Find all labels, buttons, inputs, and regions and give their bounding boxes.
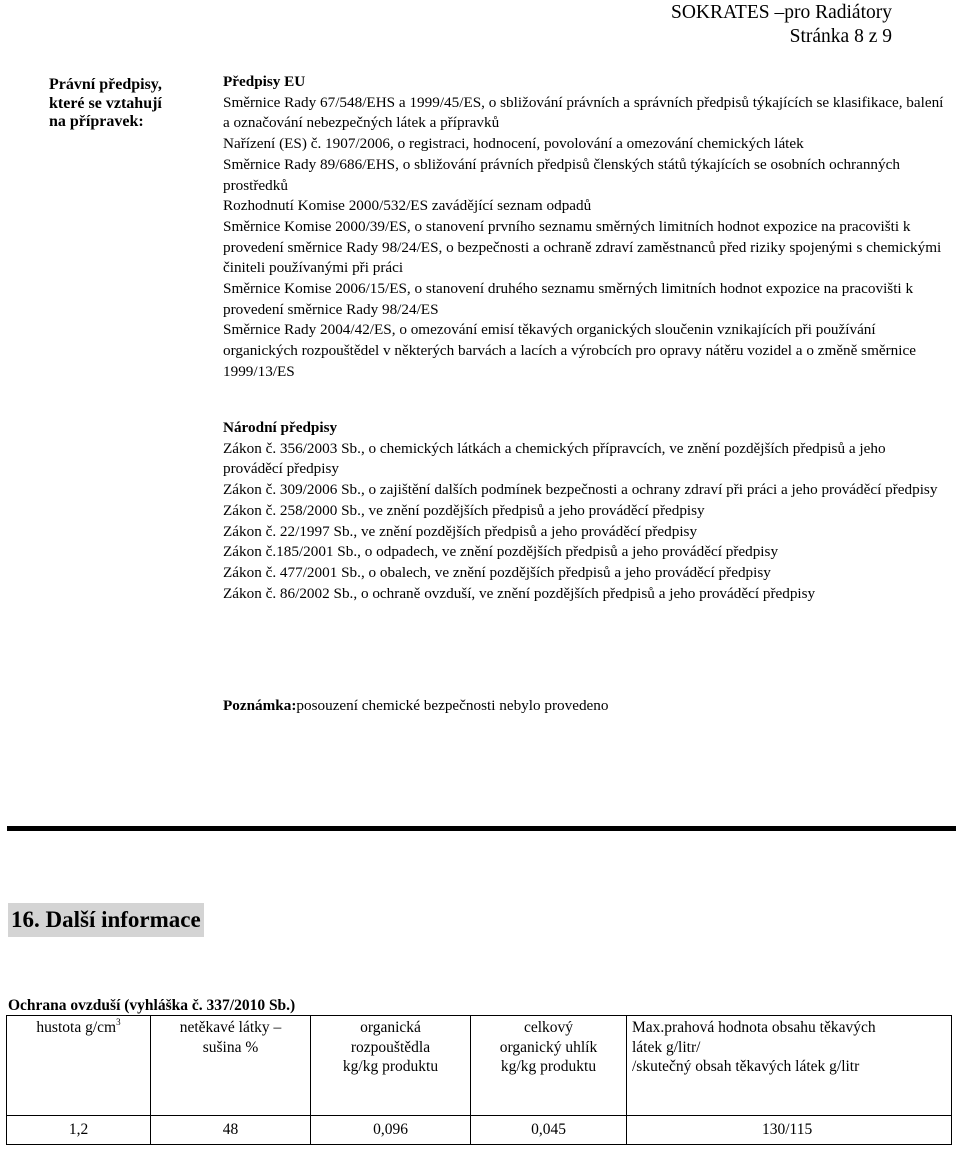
section-heading: 16. Další informace bbox=[8, 903, 204, 937]
header-line: organický uhlík bbox=[499, 1038, 598, 1056]
law-item: Zákon č. 356/2003 Sb., o chemických látkách a chemických přípravcích, ve znění pozdějších předpisů a jeho prováděcí předpisy bbox=[223, 439, 886, 478]
table-header-cell bbox=[311, 1016, 471, 1116]
table-header-cell bbox=[627, 1016, 952, 1116]
header-line: celkový bbox=[523, 1019, 574, 1036]
regulations-label-line: Právní předpisy, bbox=[49, 76, 162, 93]
table-cell: 0,096 bbox=[311, 1116, 471, 1145]
voc-table-caption: Ochrana ovzduší (vyhláška č. 337/2010 Sb.) bbox=[8, 997, 296, 1014]
table-cell: 130/115 bbox=[627, 1116, 952, 1145]
national-regulations bbox=[223, 418, 948, 604]
regulation-item: Směrnice Rady 67/548/EHS a 1999/45/ES, o sbližování právních a správních předpisů týkajících se klasifikace, balení a označování nebezpečných látek a přípravků bbox=[223, 93, 944, 132]
header-line: kg/kg produktu bbox=[342, 1058, 439, 1075]
regulations-label-line: které se vztahují bbox=[49, 94, 162, 112]
law-item: Zákon č. 477/2001 Sb., o obalech, ve znění pozdějších předpisů a jeho prováděcí předpisy bbox=[223, 563, 771, 581]
note-label: Poznámka: bbox=[223, 697, 297, 714]
regulation-item: Směrnice Komise 2000/39/ES, o stanovení prvního seznamu směrných limitních hodnot expozice na pracovišti k provedení směrnice Rady 98/24/ES, o bezpečnosti a ochraně zdraví zaměstnanců před riziky spojenými s chemickými činiteli používanými při práci bbox=[223, 217, 942, 277]
header-line: /skutečný obsah těkavých látek g/litr bbox=[632, 1058, 860, 1075]
table-row bbox=[7, 1116, 952, 1145]
law-item: Zákon č. 309/2006 Sb., o zajištění dalších podmínek bezpečnosti a ochrany zdraví při práci a jeho prováděcí předpisy bbox=[223, 481, 938, 499]
law-item: Zákon č. 258/2000 Sb., ve znění pozdějších předpisů a jeho prováděcí předpisy bbox=[223, 501, 705, 519]
law-item: Zákon č.185/2001 Sb., o odpadech, ve znění pozdějších předpisů a jeho prováděcí předpisy bbox=[223, 543, 779, 561]
table-header-row bbox=[7, 1016, 952, 1116]
table-cell: 1,2 bbox=[7, 1116, 151, 1145]
note-text: posouzení chemické bezpečnosti nebylo provedeno bbox=[296, 697, 609, 714]
regulations-label bbox=[49, 76, 214, 132]
national-regulations-heading: Národní předpisy bbox=[223, 419, 338, 436]
regulation-item: Směrnice Rady 2004/42/ES, o omezování emisí těkavých organických sloučenin vznikajících při používání organických rozpouštědel v některých barvách a lacích a výrobcích pro opravy nátěru vozidel a o změně směrnice 1999/13/ES bbox=[223, 321, 916, 380]
page-header bbox=[671, 1, 892, 49]
density-header: hustota g/cm bbox=[36, 1019, 117, 1036]
table-cell: 0,045 bbox=[471, 1116, 627, 1145]
density-exponent: 3 bbox=[116, 1017, 121, 1027]
law-item: Zákon č. 22/1997 Sb., ve znění pozdějších předpisů a jeho prováděcí předpisy bbox=[223, 522, 698, 540]
voc-table bbox=[6, 1015, 952, 1145]
page-number: Stránka 8 z 9 bbox=[789, 26, 892, 47]
table-header-cell bbox=[7, 1016, 151, 1116]
table-header-cell bbox=[151, 1016, 311, 1116]
header-line: kg/kg produktu bbox=[500, 1058, 597, 1075]
safety-assessment-note bbox=[223, 696, 948, 717]
header-line: Max.prahová hodnota obsahu těkavých bbox=[632, 1019, 876, 1036]
header-line: netěkavé látky – bbox=[179, 1019, 282, 1036]
section-divider bbox=[7, 826, 956, 831]
law-item: Zákon č. 86/2002 Sb., o ochraně ovzduší, ve znění pozdějších předpisů a jeho prováděcí předpisy bbox=[223, 584, 816, 602]
regulation-item: Směrnice Rady 89/686/EHS, o sbližování právních předpisů členských států týkajících se osobních ochranných prostředků bbox=[223, 155, 900, 194]
eu-regulations-heading: Předpisy EU bbox=[223, 73, 306, 90]
regulation-item: Směrnice Komise 2006/15/ES, o stanovení druhého seznamu směrných limitních hodnot expozice na pracovišti k provedení směrnice Rady 98/24/ES bbox=[223, 280, 914, 318]
table-cell: 48 bbox=[151, 1116, 311, 1145]
regulation-item: Rozhodnutí Komise 2000/532/ES zavádějící seznam odpadů bbox=[223, 197, 592, 215]
regulations-label-line: na přípravek: bbox=[49, 113, 144, 130]
header-line: organická bbox=[360, 1019, 421, 1036]
regulation-item: Nařízení (ES) č. 1907/2006, o registraci, hodnocení, povolování a omezování chemických látek bbox=[223, 135, 804, 153]
table-header-cell bbox=[471, 1016, 627, 1116]
eu-regulations bbox=[223, 72, 948, 383]
header-line: látek g/litr/ bbox=[632, 1038, 701, 1056]
document-title: SOKRATES –pro Radiátory bbox=[671, 2, 892, 23]
header-line: rozpouštědla bbox=[350, 1038, 431, 1056]
header-line: sušina % bbox=[202, 1038, 259, 1056]
